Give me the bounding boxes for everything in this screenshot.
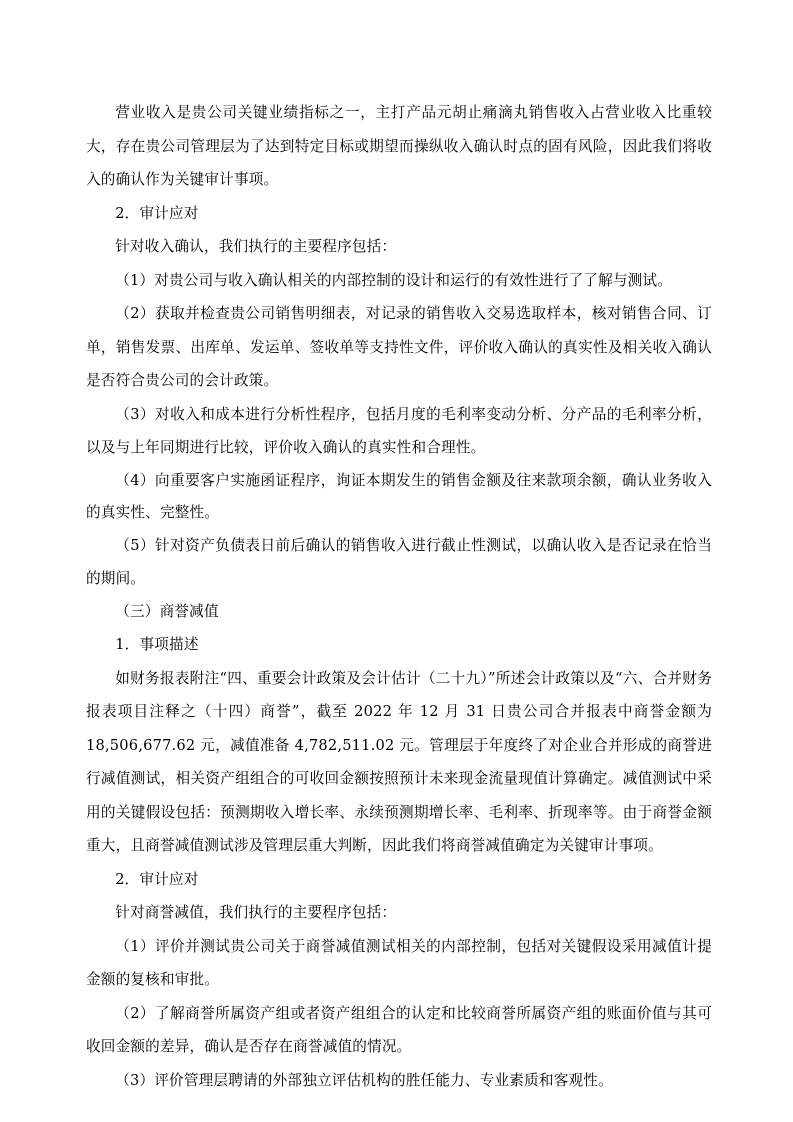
paragraph-revenue-procedure-1: （1）对贵公司与收入确认相关的内部控制的设计和运行的有效性进行了了解与测试。 <box>115 271 673 289</box>
paragraph-revenue-kam-description: 营业收入是贵公司关键业绩指标之一，主打产品元胡止痛滴丸销售收入占营业收入比重较大，存在贵公司管理层为了达到特定目标或期望而操纵收入确认时点的固有风险，因此我们将收入的确认作为关键审计事项。 <box>86 104 712 188</box>
paragraph-goodwill-procedure-2: （2）了解商誉所属资产组或者资产组组合的认定和比较商誉所属资产组的账面价值与其可收回金额的差异，确认是否存在商誉减值的情况。 <box>86 1004 712 1056</box>
heading-goodwill-impairment: （三）商誉减值 <box>115 602 219 620</box>
paragraph-goodwill-kam-description: 如财务报表附注“四、重要会计政策及会计估计（二十九）”所述会计政策以及“六、合并财务报表项目注释之（十四）商誉”，截至 2022 年 12 月 31 日贵公司合并报表中商誉金额为 18,506,677.62 元，减值准备 4,782,511.02 元。管理层于年度终了对企业合并形成的商誉进行减值测试，相关资产组组合的可收回金额按照预计未来现金流量现值计算确定。减值测试中采用的关键假设包括：预测期收入增长率、永续预测期增长率、毛利率、折现率等。由于商誉金额重大，且商誉减值测试涉及管理层重大判断，因此我们将商誉减值确定为关键审计事项。 <box>86 669 712 855</box>
paragraph-goodwill-procedure-1: （1）评价并测试贵公司关于商誉减值测试相关的内部控制，包括对关键假设采用减值计提金额的复核和审批。 <box>86 937 712 989</box>
paragraph-revenue-procedure-2: （2）获取并检查贵公司销售明细表，对记录的销售收入交易选取样本，核对销售合同、订单，销售发票、出库单、发运单、签收单等支持性文件，评价收入确认的真实性及相关收入确认是否符合贵公司的会计政策。 <box>86 305 712 389</box>
paragraph-audit-response-intro-revenue: 针对收入确认，我们执行的主要程序包括： <box>115 238 397 255</box>
paragraph-revenue-procedure-5: （5）针对资产负债表日前后确认的销售收入进行截止性测试，以确认收入是否记录在恰当的期间。 <box>86 537 712 587</box>
paragraph-audit-response-heading-goodwill: 2．审计应对 <box>115 870 199 888</box>
paragraph-audit-response-intro-goodwill: 针对商誉减值，我们执行的主要程序包括： <box>115 904 397 922</box>
paragraph-matter-description-heading: 1．事项描述 <box>115 636 199 654</box>
paragraph-audit-response-heading-revenue: 2．审计应对 <box>115 204 199 222</box>
paragraph-revenue-procedure-4: （4）向重要客户实施函证程序，询证本期发生的销售金额及往来款项余额，确认业务收入的真实性、完整性。 <box>86 471 712 522</box>
paragraph-revenue-procedure-3: （3）对收入和成本进行分析性程序，包括月度的毛利率变动分析、分产品的毛利率分析，以及与上年同期进行比较，评价收入确认的真实性和合理性。 <box>86 405 712 456</box>
paragraph-goodwill-procedure-3: （3）评价管理层聘请的外部独立评估机构的胜任能力、专业素质和客观性。 <box>115 1071 613 1089</box>
document-body <box>86 96 712 1097</box>
